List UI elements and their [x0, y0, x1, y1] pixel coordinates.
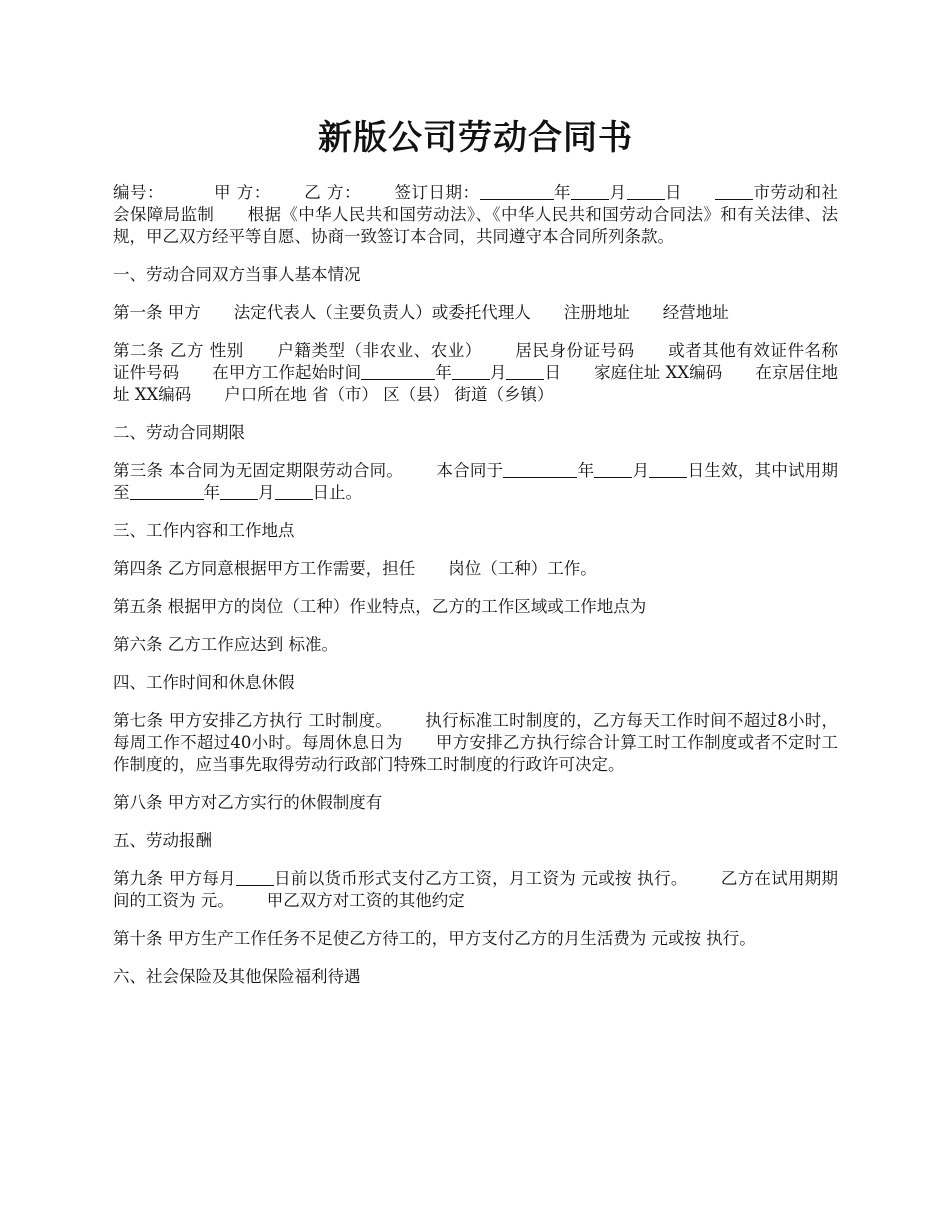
article-1-rep: 法定代表人（主要负责人）或委托代理人 [233, 303, 531, 322]
text-month: 月 [609, 183, 627, 202]
section-heading-6: 六、社会保险及其他保险福利待遇 [113, 967, 361, 986]
article-2 [113, 340, 838, 406]
article-2-hukou-type: 户籍类型（非农业、农业） [276, 341, 482, 360]
article-1 [113, 302, 838, 324]
article-4-text: 第四条 乙方同意根据甲方工作需要，担任 [113, 559, 416, 578]
article-1-reg-address: 注册地址 [563, 303, 630, 322]
text-month: 月 [489, 363, 507, 382]
blank-line [503, 461, 577, 478]
article-4-position: 岗位（工种）工作。 [448, 559, 597, 578]
label-party-b: 乙 方： [303, 183, 361, 202]
article-8: 第八条 甲方对乙方实行的休假制度有 [113, 793, 383, 812]
article-9-probation-salary: 乙方在试用期期间的工资为 元。 [113, 869, 839, 910]
blank-line [220, 483, 258, 500]
article-10: 第十条 甲方生产工作任务不足使乙方待工的，甲方支付乙方的月生活费为 元或按 执行。 [113, 929, 756, 948]
text-year: 年 [577, 461, 595, 480]
article-4 [113, 558, 838, 580]
label-number: 编号： [113, 183, 164, 202]
blank-line [715, 183, 753, 200]
article-7-special-hours: 甲方安排乙方执行综合计算工时工作制度或者不定时工作制度的，应当事先取得劳动行政部门特殊工时制度的行政许可决定。 [113, 733, 839, 774]
article-2-hukou-place: 户口所在地 省（市） 区（县） 街道（乡镇） [224, 385, 554, 404]
blank-line [627, 183, 665, 200]
text-supervisor: 市劳动和社会保障局监制 [113, 183, 838, 224]
article-1-text: 第一条 甲方 [113, 303, 201, 322]
blank-line [452, 363, 490, 380]
article-5: 第五条 根据甲方的岗位（工种）作业特点，乙方的工作区域或工作地点为 [113, 597, 647, 616]
article-2-other-id: 或者其他有效证件名称 证件号码 [113, 341, 839, 382]
article-2-text: 第二条 乙方 性别 [113, 341, 244, 360]
label-sign-date: 签订日期： [394, 183, 480, 202]
article-3-effective: 本合同于 [436, 461, 504, 480]
text-day: 日 [664, 183, 682, 202]
section-heading-3: 三、工作内容和工作地点 [113, 521, 295, 540]
blank-line [361, 363, 435, 380]
intro-paragraph [113, 182, 838, 248]
text-year: 年 [435, 363, 452, 382]
article-6: 第六条 乙方工作应达到 标准。 [113, 635, 338, 654]
blank-line [506, 363, 544, 380]
article-7 [113, 710, 838, 776]
article-9-salary: 日前以货币形式支付乙方工资，月工资为 元或按 执行。 [273, 869, 688, 888]
article-3 [113, 460, 838, 504]
text-month: 月 [632, 461, 650, 480]
text-year: 年 [553, 183, 571, 202]
article-3-probation: 日生效，其中试用期至 [113, 461, 839, 502]
section-heading-2: 二、劳动合同期限 [113, 423, 245, 442]
blank-line [571, 183, 609, 200]
blank-line [649, 461, 687, 478]
text-month: 月 [258, 483, 275, 502]
blank-line [130, 483, 204, 500]
text-preamble: 根据《中华人民共和国劳动法》、《中华人民共和国劳动合同法》和有关法律、法规，甲乙双方经平等自愿、协商一致签订本合同，共同遵守本合同所列条款。 [113, 205, 839, 246]
article-7-text: 第七条 甲方安排乙方执行 工时制度。 [113, 711, 393, 730]
article-9-text: 第九条 甲方每月 [113, 869, 236, 888]
article-9-other: 甲乙双方对工资的其他约定 [266, 891, 465, 910]
blank-line [275, 483, 313, 500]
article-3-text: 第三条 本合同为无固定期限劳动合同。 [113, 461, 404, 480]
article-7-standard-hours: 执行标准工时制度的，乙方每天工作时间不超过8小时，每周工作不超过40小时。每周休息日为 [113, 711, 839, 752]
text-year: 年 [203, 483, 220, 502]
blank-line [594, 461, 632, 478]
blank-line [480, 183, 554, 200]
page-title: 新版公司劳动合同书 [318, 118, 633, 158]
section-heading-1: 一、劳动合同双方当事人基本情况 [113, 265, 361, 284]
section-heading-5: 五、劳动报酬 [113, 831, 212, 850]
article-1-biz-address: 经营地址 [662, 303, 729, 322]
document-body [113, 182, 838, 988]
article-2-id-number: 居民身份证号码 [514, 341, 635, 360]
text-day: 日 [544, 363, 562, 382]
section-heading-4: 四、工作时间和休息休假 [113, 673, 295, 692]
article-2-beijing-address: 在京居住地址 XX编码 [113, 363, 839, 404]
label-party-a: 甲 方： [213, 183, 271, 202]
article-3-end: 日止。 [312, 483, 362, 502]
article-2-start-time: 在甲方工作起始时间 [212, 363, 362, 382]
blank-line [236, 869, 274, 886]
article-2-home-address: 家庭住址 XX编码 [594, 363, 723, 382]
article-9 [113, 868, 838, 912]
